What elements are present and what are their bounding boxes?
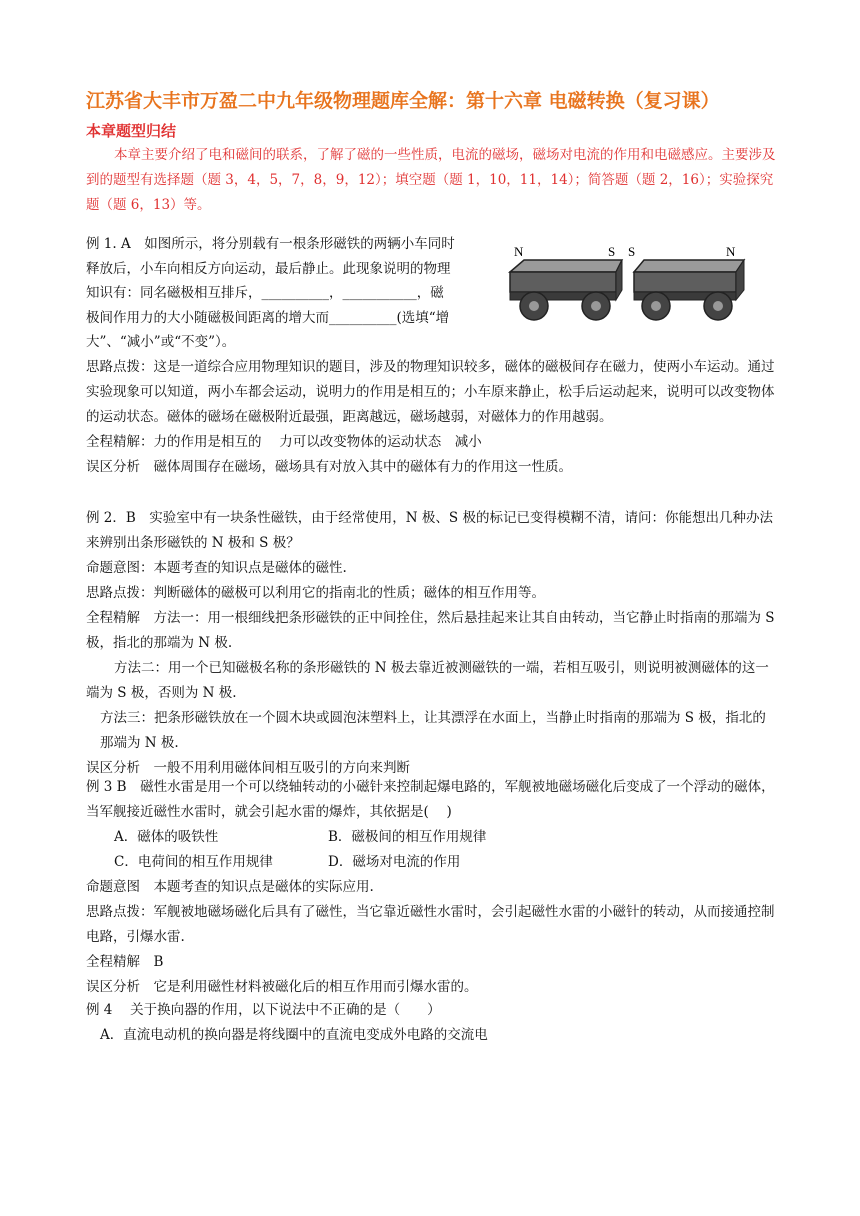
option-a: A．磁体的吸铁性	[114, 829, 219, 845]
left-car	[510, 260, 622, 320]
example2-intent: 命题意图：本题考查的知识点是磁体的磁性.	[86, 560, 347, 576]
document-title: 江苏省大丰市万盈二中九年级物理题库全解：第十六章 电磁转换（复习课）	[86, 90, 720, 112]
example4-option-a: A．直流电动机的换向器是将线圈中的直流电变成外电路的交流电	[100, 1027, 488, 1043]
example2-method3: 方法三：把条形磁铁放在一个圆木块或圆泡沫塑料上，让其漂浮在水面上，当静止时指南的那端为 S 极，指北的那端为 N 极.	[100, 710, 766, 751]
example1-hint: 思路点拨：这是一道综合应用物理知识的题目，涉及的物理知识较多，磁体的磁极间存在磁力，使两小车运动。通过实验现象可以知道，两小车都会运动，说明力的作用是相互的；小车原来静止，松手后运动起来，说明可以改变物体的运动状态。磁体的磁场在磁极附近最强，距离越远，磁场越弱，对磁体力的作用越弱。	[86, 359, 775, 425]
example1-line: 例 1. A 如图所示，将分别载有一根条形磁铁的两辆小车同时	[86, 236, 455, 252]
magnet-cars-figure	[504, 240, 762, 330]
example2-question: 例 2．B 实验室中有一块条性磁铁，由于经常使用，N 极、S 极的标记已变得模糊不清，请问：你能想出几种办法来辨别出条形磁铁的 N 极和 S 极？	[86, 510, 773, 551]
example2-hint: 思路点拨：判断磁体的磁极可以利用它的指南北的性质；磁体的相互作用等。	[86, 585, 545, 601]
pole-label-n-right: N	[726, 244, 736, 259]
pole-label-n-left: N	[514, 244, 524, 259]
example1-question	[86, 232, 496, 355]
option-c: C．电荷间的相互作用规律	[114, 854, 273, 870]
example3-options-row	[86, 825, 776, 850]
option-b: B．磁极间的相互作用规律	[328, 829, 487, 845]
example2	[86, 506, 776, 781]
example3-hint: 思路点拨：军舰被地磁场磁化后具有了磁性，当它靠近磁性水雷时，会引起磁性水雷的小磁针的转动，从而接通控制电路，引爆水雷.	[86, 904, 775, 945]
example1-line: 大”、“减小”或“不变”）。	[86, 334, 236, 350]
example1-line: 极间作用力的大小随磁极间距离的增大而__________(选填“增	[86, 309, 450, 326]
section-heading: 本章题型归结	[86, 122, 177, 140]
example1-line: 释放后，小车向相反方向运动，最后静止。此现象说明的物理	[86, 260, 451, 277]
example3	[86, 775, 776, 1000]
example2-method1: 全程精解 方法一：用一根细线把条形磁铁的正中间拴住，然后悬挂起来让其自由转动，当它静止时指南的那端为 S 极，指北的那端为 N 极.	[86, 610, 775, 651]
pole-label-s-right: S	[628, 244, 636, 259]
option-d: D．磁场对电流的作用	[328, 854, 461, 870]
example3-mistake: 误区分析 它是利用磁性材料被磁化后的相互作用而引爆水雷的。	[86, 979, 478, 995]
example3-intent: 命题意图 本题考查的知识点是磁体的实际应用.	[86, 879, 374, 895]
example3-question: 例 3 B 磁性水雷是用一个可以绕轴转动的小磁针来控制起爆电路的，军舰被地磁场磁化后变成了一个浮动的磁体，当军舰接近磁性水雷时，就会引起水雷的爆炸，其依据是( )	[86, 779, 775, 820]
example1-line: 知识有：同名磁极相互排斥，__________，___________，磁	[86, 285, 444, 301]
magnet-cars-illustration	[504, 240, 762, 330]
example3-options-row	[86, 850, 776, 875]
chapter-intro: 本章主要介绍了电和磁间的联系，了解了磁的一些性质，电流的磁场，磁场对电流的作用和电磁感应。主要涉及到的题型有选择题（题 3，4，5，7，8，9，12）；填空题（题 1，10，11，14）；简答题（题 2，16）；实验探究题（题 6，13）等。	[86, 147, 776, 213]
pole-label-s-left: S	[608, 244, 616, 259]
example4-question: 例 4 关于换向器的作用，以下说法中不正确的是（ ）	[86, 1002, 441, 1018]
example2-mistake: 误区分析 一般不用利用磁体间相互吸引的方向来判断	[86, 760, 410, 776]
example3-answer: 全程精解 B	[86, 954, 164, 970]
example1-mistake: 误区分析 磁体周围存在磁场，磁场具有对放入其中的磁体有力的作用这一性质。	[86, 459, 572, 475]
example4	[86, 998, 776, 1048]
example2-method2: 方法二：用一个已知磁极名称的条形磁铁的 N 极去靠近被测磁铁的一端，若相互吸引，则说明被测磁体的这一端为 S 极，否则为 N 极.	[86, 660, 769, 701]
example1-answer: 全程精解：力的作用是相互的 力可以改变物体的运动状态 减小	[86, 434, 482, 450]
example1-solution	[86, 355, 776, 480]
right-car	[634, 260, 744, 320]
